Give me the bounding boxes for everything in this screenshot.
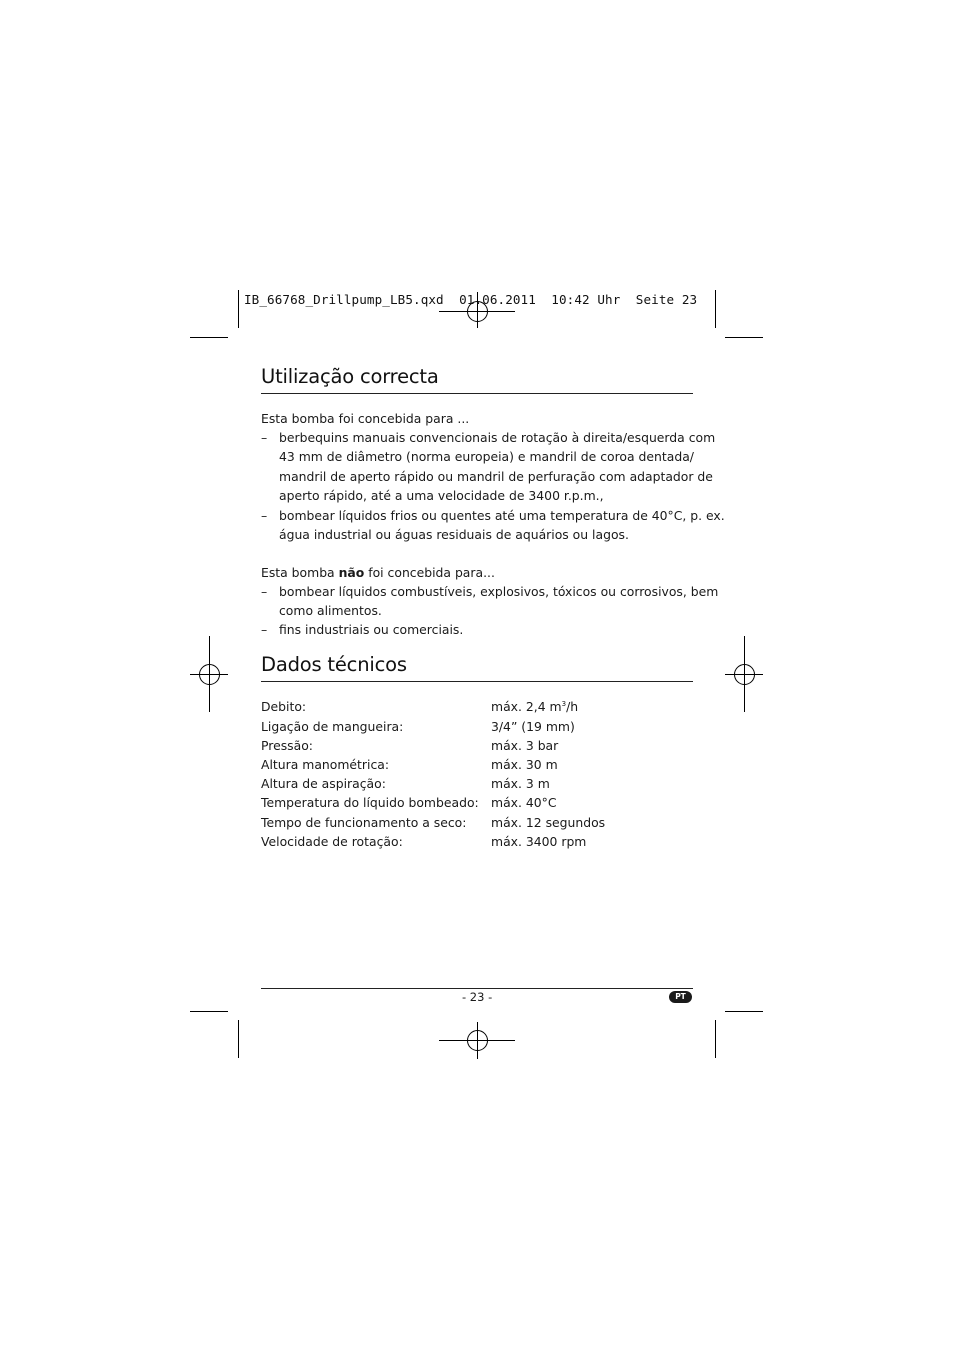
list-line: aperto rápido, até a uma velocidade de 3400 r.p.m., — [279, 487, 604, 503]
spec-label: Tempo de funcionamento a seco: — [261, 815, 467, 830]
spec-label: Temperatura do líquido bombeado: — [261, 795, 479, 810]
spec-label: Debito: — [261, 699, 307, 714]
spec-label: Altura manométrica: — [261, 757, 390, 772]
spec-value: máx. 3 bar — [491, 738, 559, 753]
list-line: bombear líquidos frios ou quentes até uma temperatura de 40°C, p. ex. — [279, 508, 725, 523]
list-line: mandril de aperto rápido ou mandril de perfuração com adaptador de — [279, 468, 713, 484]
list-line: fins industriais ou comerciais. — [279, 622, 464, 637]
intro-text: Esta bomba foi concebida para ... — [261, 411, 470, 426]
spec-value: máx. 12 segundos — [491, 815, 606, 830]
spec-value-main: máx. 2,4 m — [491, 699, 562, 714]
spec-value-suffix: /h — [566, 699, 579, 714]
spec-label: Velocidade de rotação: — [261, 834, 403, 849]
crop-mark — [715, 1020, 716, 1058]
page-number: - 23 - — [462, 990, 493, 1004]
registration-mark — [477, 1022, 478, 1059]
list-line: água industrial ou águas residuais de aquários ou lagos. — [279, 527, 629, 543]
not-intro-text — [261, 563, 495, 582]
list-dash: – — [261, 508, 268, 523]
spec-value — [491, 699, 578, 714]
crop-mark — [190, 337, 228, 338]
spec-value-sup: 3 — [561, 700, 567, 708]
crop-mark — [725, 337, 763, 338]
list-item-text — [279, 428, 715, 505]
registration-mark — [209, 636, 210, 712]
section-title-dados: Dados técnicos — [261, 653, 407, 676]
list-line: bombear líquidos combustíveis, explosivos, tóxicos ou corrosivos, bem — [279, 584, 719, 599]
spec-label: Altura de aspiração: — [261, 776, 386, 791]
crop-mark — [238, 290, 239, 328]
title-underline — [261, 681, 693, 682]
list-dash: – — [261, 584, 268, 599]
list-item-text — [279, 620, 463, 639]
list-line: 43 mm de diâmetro (norma europeia) e mandril de coroa dentada/ — [279, 449, 694, 465]
registration-mark — [744, 636, 745, 712]
crop-mark — [725, 1011, 763, 1012]
spec-value: máx. 3400 rpm — [491, 834, 587, 849]
list-item-text — [279, 582, 718, 621]
list-dash: – — [261, 622, 268, 637]
list-line: como alimentos. — [279, 603, 382, 619]
spec-label: Pressão: — [261, 738, 313, 753]
not-intro-pre: Esta bomba — [261, 565, 339, 580]
section-title-utilizacao: Utilização correcta — [261, 365, 439, 388]
not-intro-bold: não — [338, 565, 365, 580]
spec-label: Ligação de mangueira: — [261, 719, 404, 734]
language-badge: PT — [669, 991, 692, 1003]
list-line: berbequins manuais convencionais de rotação à direita/esquerda com — [279, 430, 716, 445]
crop-mark — [715, 290, 716, 328]
not-intro-post: foi concebida para... — [364, 565, 495, 580]
slug-line: IB_66768_Drillpump_LB5.qxd 01.06.2011 10:42 Uhr Seite 23 — [244, 292, 698, 307]
crop-mark — [238, 1020, 239, 1058]
list-item-text — [279, 506, 725, 545]
spec-value: 3/4” (19 mm) — [491, 719, 575, 734]
spec-value: máx. 40°C — [491, 795, 557, 810]
spec-value: máx. 3 m — [491, 776, 550, 791]
title-underline — [261, 393, 693, 394]
crop-mark — [190, 1011, 228, 1012]
spec-value: máx. 30 m — [491, 757, 558, 772]
list-dash: – — [261, 430, 268, 445]
